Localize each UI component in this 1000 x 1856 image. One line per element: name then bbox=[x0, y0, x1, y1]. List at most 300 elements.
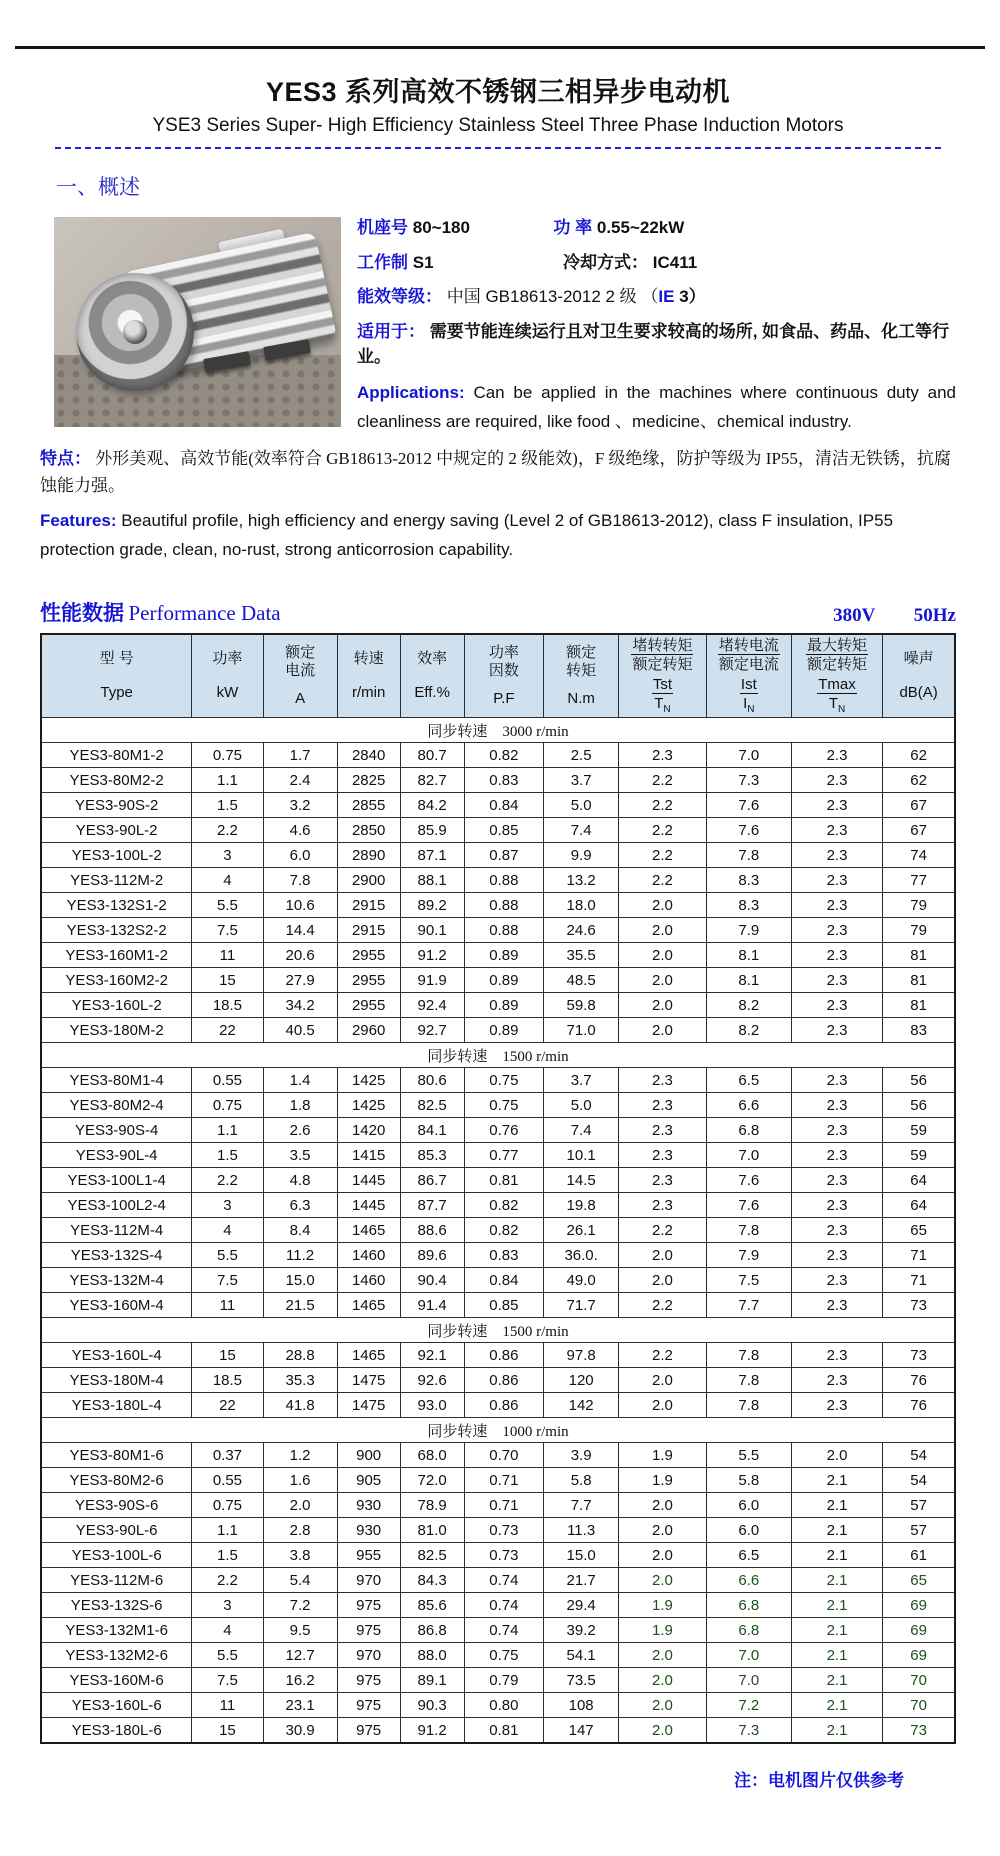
value-cell: 9.5 bbox=[263, 1618, 337, 1643]
value-cell: 7.0 bbox=[706, 1643, 791, 1668]
value-cell: 1445 bbox=[337, 1193, 400, 1218]
value-cell: 2.0 bbox=[791, 1443, 882, 1468]
value-cell: 0.82 bbox=[464, 1193, 544, 1218]
column-header: 效率 Eff.% bbox=[400, 634, 464, 718]
cooling-value: IC411 bbox=[652, 252, 698, 272]
value-cell: 91.2 bbox=[400, 1718, 464, 1744]
value-cell: 15 bbox=[192, 1343, 263, 1368]
value-cell: 70 bbox=[883, 1693, 955, 1718]
model-cell: YES3-132M2-6 bbox=[41, 1643, 192, 1668]
value-cell: 6.5 bbox=[706, 1543, 791, 1568]
value-cell: 2.0 bbox=[619, 993, 707, 1018]
sync-speed-band-row bbox=[41, 1318, 955, 1343]
value-cell: 0.73 bbox=[464, 1518, 544, 1543]
value-cell: 6.8 bbox=[706, 1618, 791, 1643]
value-cell: 2.3 bbox=[619, 1118, 707, 1143]
value-cell: 0.88 bbox=[464, 893, 544, 918]
model-cell: YES3-80M2-6 bbox=[41, 1468, 192, 1493]
value-cell: 0.82 bbox=[464, 743, 544, 768]
value-cell: 10.1 bbox=[544, 1143, 619, 1168]
value-cell: 29.4 bbox=[544, 1593, 619, 1618]
table-row bbox=[41, 1693, 955, 1718]
value-cell: 12.7 bbox=[263, 1643, 337, 1668]
table-row bbox=[41, 843, 955, 868]
value-cell: 975 bbox=[337, 1593, 400, 1618]
value-cell: 7.6 bbox=[706, 1168, 791, 1193]
value-cell: 0.79 bbox=[464, 1668, 544, 1693]
value-cell: 36.0. bbox=[544, 1243, 619, 1268]
value-cell: 7.5 bbox=[706, 1268, 791, 1293]
value-cell: 72.0 bbox=[400, 1468, 464, 1493]
duty-label: 工作制 bbox=[357, 252, 408, 272]
value-cell: 2.1 bbox=[791, 1543, 882, 1568]
value-cell: 0.71 bbox=[464, 1468, 544, 1493]
value-cell: 6.0 bbox=[263, 843, 337, 868]
value-cell: 2.3 bbox=[791, 1168, 882, 1193]
table-row bbox=[41, 793, 955, 818]
model-cell: YES3-100L-2 bbox=[41, 843, 192, 868]
value-cell: 955 bbox=[337, 1543, 400, 1568]
value-cell: 1.8 bbox=[263, 1093, 337, 1118]
value-cell: 18.0 bbox=[544, 893, 619, 918]
value-cell: 65 bbox=[883, 1568, 955, 1593]
value-cell: 2.0 bbox=[619, 1393, 707, 1418]
model-cell: YES3-112M-6 bbox=[41, 1568, 192, 1593]
value-cell: 93.0 bbox=[400, 1393, 464, 1418]
value-cell: 79 bbox=[883, 918, 955, 943]
value-cell: 81 bbox=[883, 968, 955, 993]
value-cell: 0.37 bbox=[192, 1443, 263, 1468]
value-cell: 92.7 bbox=[400, 1018, 464, 1043]
value-cell: 4.6 bbox=[263, 818, 337, 843]
value-cell: 11 bbox=[192, 943, 263, 968]
sync-speed-label: 同步转速 1000 r/min bbox=[41, 1418, 955, 1443]
model-cell: YES3-90S-4 bbox=[41, 1118, 192, 1143]
value-cell: 2.0 bbox=[619, 1693, 707, 1718]
value-cell: 74 bbox=[883, 843, 955, 868]
value-cell: 0.83 bbox=[464, 768, 544, 793]
value-cell: 0.81 bbox=[464, 1168, 544, 1193]
table-row bbox=[41, 1343, 955, 1368]
model-cell: YES3-132M-4 bbox=[41, 1268, 192, 1293]
value-cell: 0.88 bbox=[464, 868, 544, 893]
value-cell: 56 bbox=[883, 1093, 955, 1118]
value-cell: 7.2 bbox=[263, 1593, 337, 1618]
table-row bbox=[41, 893, 955, 918]
table-row bbox=[41, 993, 955, 1018]
value-cell: 2.3 bbox=[791, 993, 882, 1018]
features-en-paragraph bbox=[40, 507, 956, 565]
value-cell: 0.86 bbox=[464, 1343, 544, 1368]
value-cell: 57 bbox=[883, 1518, 955, 1543]
value-cell: 0.84 bbox=[464, 793, 544, 818]
value-cell: 79 bbox=[883, 893, 955, 918]
value-cell: 2.1 bbox=[791, 1718, 882, 1744]
value-cell: 78.9 bbox=[400, 1493, 464, 1518]
value-cell: 59 bbox=[883, 1143, 955, 1168]
value-cell: 2.0 bbox=[619, 968, 707, 993]
value-cell: 88.0 bbox=[400, 1643, 464, 1668]
value-cell: 2.2 bbox=[619, 1343, 707, 1368]
table-row bbox=[41, 1618, 955, 1643]
value-cell: 2.3 bbox=[791, 1193, 882, 1218]
table-header-row bbox=[41, 634, 955, 718]
value-cell: 2.0 bbox=[619, 1718, 707, 1744]
value-cell: 91.9 bbox=[400, 968, 464, 993]
value-cell: 6.5 bbox=[706, 1068, 791, 1093]
value-cell: 3.8 bbox=[263, 1543, 337, 1568]
value-cell: 0.86 bbox=[464, 1393, 544, 1418]
table-row bbox=[41, 1018, 955, 1043]
value-cell: 2.3 bbox=[791, 918, 882, 943]
table-row bbox=[41, 1518, 955, 1543]
value-cell: 0.74 bbox=[464, 1593, 544, 1618]
value-cell: 4.8 bbox=[263, 1168, 337, 1193]
performance-data-table bbox=[40, 633, 956, 1744]
value-cell: 2900 bbox=[337, 868, 400, 893]
value-cell: 85.6 bbox=[400, 1593, 464, 1618]
value-cell: 2.2 bbox=[619, 843, 707, 868]
value-cell: 6.8 bbox=[706, 1118, 791, 1143]
value-cell: 2.1 bbox=[791, 1693, 882, 1718]
voltage-value: 380V bbox=[833, 605, 876, 627]
value-cell: 4 bbox=[192, 1618, 263, 1643]
value-cell: 0.70 bbox=[464, 1443, 544, 1468]
value-cell: 2.3 bbox=[791, 743, 882, 768]
model-cell: YES3-80M2-4 bbox=[41, 1093, 192, 1118]
value-cell: 2.3 bbox=[619, 743, 707, 768]
table-row bbox=[41, 1493, 955, 1518]
model-cell: YES3-160L-2 bbox=[41, 993, 192, 1018]
value-cell: 2.3 bbox=[791, 1393, 882, 1418]
motor-shaft-hub bbox=[123, 320, 147, 344]
value-cell: 7.6 bbox=[706, 818, 791, 843]
value-cell: 71 bbox=[883, 1268, 955, 1293]
value-cell: 2.1 bbox=[791, 1568, 882, 1593]
value-cell: 2.0 bbox=[619, 1268, 707, 1293]
value-cell: 2960 bbox=[337, 1018, 400, 1043]
value-cell: 73 bbox=[883, 1293, 955, 1318]
value-cell: 69 bbox=[883, 1643, 955, 1668]
applications-label: Applications: bbox=[357, 382, 465, 402]
value-cell: 7.6 bbox=[706, 1193, 791, 1218]
value-cell: 7.8 bbox=[263, 868, 337, 893]
value-cell: 0.82 bbox=[464, 1218, 544, 1243]
value-cell: 90.4 bbox=[400, 1268, 464, 1293]
value-cell: 8.2 bbox=[706, 1018, 791, 1043]
table-row bbox=[41, 1118, 955, 1143]
value-cell: 930 bbox=[337, 1518, 400, 1543]
apply-text: 需要节能连续运行且对卫生要求较高的场所, 如食品、药品、化工等行业。 bbox=[357, 321, 950, 366]
value-cell: 2825 bbox=[337, 768, 400, 793]
value-cell: 92.1 bbox=[400, 1343, 464, 1368]
table-row bbox=[41, 818, 955, 843]
features-cn-label: 特点： bbox=[40, 449, 91, 468]
voltage-frequency bbox=[833, 605, 956, 627]
model-cell: YES3-80M1-6 bbox=[41, 1443, 192, 1468]
value-cell: 3.2 bbox=[263, 793, 337, 818]
value-cell: 8.1 bbox=[706, 943, 791, 968]
value-cell: 91.2 bbox=[400, 943, 464, 968]
value-cell: 1445 bbox=[337, 1168, 400, 1193]
table-row bbox=[41, 1268, 955, 1293]
overview-section bbox=[40, 215, 956, 573]
value-cell: 88.1 bbox=[400, 868, 464, 893]
value-cell: 3.7 bbox=[544, 768, 619, 793]
value-cell: 2.1 bbox=[791, 1468, 882, 1493]
value-cell: 85.3 bbox=[400, 1143, 464, 1168]
value-cell: 7.3 bbox=[706, 768, 791, 793]
performance-title-cn: 性能数据 bbox=[40, 602, 124, 626]
value-cell: 69 bbox=[883, 1593, 955, 1618]
frame-size-value: 80~180 bbox=[412, 218, 470, 237]
value-cell: 59 bbox=[883, 1118, 955, 1143]
value-cell: 84.3 bbox=[400, 1568, 464, 1593]
value-cell: 15.0 bbox=[263, 1268, 337, 1293]
value-cell: 13.2 bbox=[544, 868, 619, 893]
duty-value: S1 bbox=[412, 252, 434, 272]
model-cell: YES3-132S1-2 bbox=[41, 893, 192, 918]
value-cell: 2.0 bbox=[619, 918, 707, 943]
value-cell: 83 bbox=[883, 1018, 955, 1043]
table-row bbox=[41, 1643, 955, 1668]
value-cell: 2.3 bbox=[791, 893, 882, 918]
value-cell: 2.1 bbox=[791, 1643, 882, 1668]
value-cell: 11 bbox=[192, 1693, 263, 1718]
value-cell: 2.2 bbox=[619, 793, 707, 818]
value-cell: 89.6 bbox=[400, 1243, 464, 1268]
value-cell: 6.6 bbox=[706, 1093, 791, 1118]
value-cell: 0.55 bbox=[192, 1068, 263, 1093]
value-cell: 8.2 bbox=[706, 993, 791, 1018]
model-cell: YES3-160L-4 bbox=[41, 1343, 192, 1368]
value-cell: 2.0 bbox=[619, 1243, 707, 1268]
table-row bbox=[41, 1593, 955, 1618]
value-cell: 21.5 bbox=[263, 1293, 337, 1318]
value-cell: 4 bbox=[192, 868, 263, 893]
value-cell: 89.2 bbox=[400, 893, 464, 918]
table-row bbox=[41, 1293, 955, 1318]
value-cell: 900 bbox=[337, 1443, 400, 1468]
column-header: 噪声 dB(A) bbox=[883, 634, 955, 718]
value-cell: 2.3 bbox=[619, 1093, 707, 1118]
value-cell: 7.9 bbox=[706, 918, 791, 943]
value-cell: 2.1 bbox=[791, 1518, 882, 1543]
value-cell: 82.5 bbox=[400, 1543, 464, 1568]
value-cell: 7.2 bbox=[706, 1693, 791, 1718]
value-cell: 48.5 bbox=[544, 968, 619, 993]
value-cell: 1.9 bbox=[619, 1618, 707, 1643]
value-cell: 0.75 bbox=[192, 1493, 263, 1518]
value-cell: 905 bbox=[337, 1468, 400, 1493]
value-cell: 26.1 bbox=[544, 1218, 619, 1243]
value-cell: 975 bbox=[337, 1668, 400, 1693]
table-row bbox=[41, 1168, 955, 1193]
model-cell: YES3-80M1-2 bbox=[41, 743, 192, 768]
value-cell: 0.80 bbox=[464, 1693, 544, 1718]
value-cell: 2.3 bbox=[791, 1243, 882, 1268]
value-cell: 2.0 bbox=[619, 1568, 707, 1593]
value-cell: 2.5 bbox=[544, 743, 619, 768]
value-cell: 71 bbox=[883, 1243, 955, 1268]
value-cell: 2.0 bbox=[619, 893, 707, 918]
value-cell: 91.4 bbox=[400, 1293, 464, 1318]
table-row bbox=[41, 1243, 955, 1268]
value-cell: 2.3 bbox=[791, 818, 882, 843]
model-cell: YES3-90L-4 bbox=[41, 1143, 192, 1168]
model-cell: YES3-100L2-4 bbox=[41, 1193, 192, 1218]
model-cell: YES3-132S-6 bbox=[41, 1593, 192, 1618]
value-cell: 1.9 bbox=[619, 1593, 707, 1618]
value-cell: 28.8 bbox=[263, 1343, 337, 1368]
value-cell: 62 bbox=[883, 768, 955, 793]
value-cell: 1420 bbox=[337, 1118, 400, 1143]
column-header: 功率 kW bbox=[192, 634, 263, 718]
value-cell: 8.4 bbox=[263, 1218, 337, 1243]
value-cell: 2890 bbox=[337, 843, 400, 868]
motor-end-face bbox=[76, 273, 194, 391]
value-cell: 7.8 bbox=[706, 1393, 791, 1418]
value-cell: 2.3 bbox=[791, 1343, 882, 1368]
value-cell: 15 bbox=[192, 1718, 263, 1744]
value-cell: 15 bbox=[192, 968, 263, 993]
value-cell: 3.5 bbox=[263, 1143, 337, 1168]
value-cell: 19.8 bbox=[544, 1193, 619, 1218]
value-cell: 0.71 bbox=[464, 1493, 544, 1518]
value-cell: 82.5 bbox=[400, 1093, 464, 1118]
value-cell: 2.3 bbox=[619, 1143, 707, 1168]
value-cell: 67 bbox=[883, 793, 955, 818]
value-cell: 2.2 bbox=[192, 1568, 263, 1593]
value-cell: 930 bbox=[337, 1493, 400, 1518]
features-en-text: Beautiful profile, high efficiency and energy saving (Level 2 of GB18613-2012), class F insulation, IP55 protection grade, clean, no-rust, strong anticorrosion capability. bbox=[40, 511, 894, 560]
value-cell: 7.7 bbox=[706, 1293, 791, 1318]
model-cell: YES3-160M-4 bbox=[41, 1293, 192, 1318]
value-cell: 0.74 bbox=[464, 1618, 544, 1643]
value-cell: 3.9 bbox=[544, 1443, 619, 1468]
value-cell: 90.1 bbox=[400, 918, 464, 943]
value-cell: 6.3 bbox=[263, 1193, 337, 1218]
value-cell: 0.84 bbox=[464, 1268, 544, 1293]
table-row bbox=[41, 1393, 955, 1418]
value-cell: 76 bbox=[883, 1368, 955, 1393]
value-cell: 85.9 bbox=[400, 818, 464, 843]
table-row bbox=[41, 1718, 955, 1744]
value-cell: 7.8 bbox=[706, 843, 791, 868]
value-cell: 7.0 bbox=[706, 1668, 791, 1693]
value-cell: 11 bbox=[192, 1293, 263, 1318]
model-cell: YES3-80M1-4 bbox=[41, 1068, 192, 1093]
value-cell: 1465 bbox=[337, 1218, 400, 1243]
value-cell: 59.8 bbox=[544, 993, 619, 1018]
model-cell: YES3-132S2-2 bbox=[41, 918, 192, 943]
value-cell: 3 bbox=[192, 1193, 263, 1218]
value-cell: 5.8 bbox=[544, 1468, 619, 1493]
value-cell: 0.75 bbox=[464, 1093, 544, 1118]
value-cell: 11.2 bbox=[263, 1243, 337, 1268]
value-cell: 80.7 bbox=[400, 743, 464, 768]
table-row bbox=[41, 1668, 955, 1693]
value-cell: 0.85 bbox=[464, 1293, 544, 1318]
value-cell: 2.3 bbox=[791, 1118, 882, 1143]
column-header: 转速 r/min bbox=[337, 634, 400, 718]
value-cell: 1.1 bbox=[192, 768, 263, 793]
value-cell: 975 bbox=[337, 1693, 400, 1718]
value-cell: 40.5 bbox=[263, 1018, 337, 1043]
value-cell: 3 bbox=[192, 1593, 263, 1618]
value-cell: 0.74 bbox=[464, 1568, 544, 1593]
value-cell: 1.1 bbox=[192, 1518, 263, 1543]
value-cell: 9.9 bbox=[544, 843, 619, 868]
value-cell: 11.3 bbox=[544, 1518, 619, 1543]
features-en-label: Features: bbox=[40, 511, 117, 531]
table-row bbox=[41, 1468, 955, 1493]
dashed-separator bbox=[55, 147, 941, 149]
value-cell: 1.9 bbox=[619, 1443, 707, 1468]
model-cell: YES3-132M1-6 bbox=[41, 1618, 192, 1643]
applications-text: Can be applied in the machines where continuous duty and cleanliness are required, like food 、medicine、chemical industry. bbox=[357, 382, 956, 432]
value-cell: 2.3 bbox=[791, 1293, 882, 1318]
value-cell: 2.1 bbox=[791, 1618, 882, 1643]
performance-title-en: Performance Data bbox=[128, 601, 281, 626]
table-row bbox=[41, 768, 955, 793]
value-cell: 15.0 bbox=[544, 1543, 619, 1568]
value-cell: 1460 bbox=[337, 1268, 400, 1293]
model-cell: YES3-90S-2 bbox=[41, 793, 192, 818]
value-cell: 54 bbox=[883, 1443, 955, 1468]
value-cell: 5.0 bbox=[544, 1093, 619, 1118]
value-cell: 2.3 bbox=[791, 768, 882, 793]
value-cell: 7.4 bbox=[544, 818, 619, 843]
value-cell: 3.7 bbox=[544, 1068, 619, 1093]
value-cell: 2.8 bbox=[263, 1518, 337, 1543]
value-cell: 21.7 bbox=[544, 1568, 619, 1593]
value-cell: 68.0 bbox=[400, 1443, 464, 1468]
frame-size-label: 机座号 bbox=[357, 218, 408, 237]
value-cell: 0.75 bbox=[192, 743, 263, 768]
value-cell: 6.0 bbox=[706, 1493, 791, 1518]
model-cell: YES3-132S-4 bbox=[41, 1243, 192, 1268]
cooling-label: 冷却方式： bbox=[563, 252, 648, 272]
value-cell: 0.73 bbox=[464, 1543, 544, 1568]
model-cell: YES3-90S-6 bbox=[41, 1493, 192, 1518]
value-cell: 14.4 bbox=[263, 918, 337, 943]
table-row bbox=[41, 1368, 955, 1393]
value-cell: 35.3 bbox=[263, 1368, 337, 1393]
overview-heading: 一、概述 bbox=[56, 176, 140, 199]
value-cell: 73 bbox=[883, 1718, 955, 1744]
value-cell: 0.89 bbox=[464, 993, 544, 1018]
value-cell: 0.86 bbox=[464, 1368, 544, 1393]
value-cell: 0.85 bbox=[464, 818, 544, 843]
value-cell: 2.3 bbox=[619, 1193, 707, 1218]
motor-photo bbox=[54, 217, 341, 427]
value-cell: 69 bbox=[883, 1618, 955, 1643]
value-cell: 2.3 bbox=[791, 1143, 882, 1168]
value-cell: 87.7 bbox=[400, 1193, 464, 1218]
column-header-ratio: 堵转转矩 额定转矩 Tst $T_N$ bbox=[619, 634, 707, 718]
value-cell: 24.6 bbox=[544, 918, 619, 943]
value-cell: 2.4 bbox=[263, 768, 337, 793]
value-cell: 5.5 bbox=[192, 1643, 263, 1668]
model-cell: YES3-100L1-4 bbox=[41, 1168, 192, 1193]
value-cell: 0.55 bbox=[192, 1468, 263, 1493]
value-cell: 1425 bbox=[337, 1093, 400, 1118]
datasheet-page bbox=[0, 70, 1000, 1791]
value-cell: 2.6 bbox=[263, 1118, 337, 1143]
value-cell: 22 bbox=[192, 1393, 263, 1418]
value-cell: 1465 bbox=[337, 1343, 400, 1368]
